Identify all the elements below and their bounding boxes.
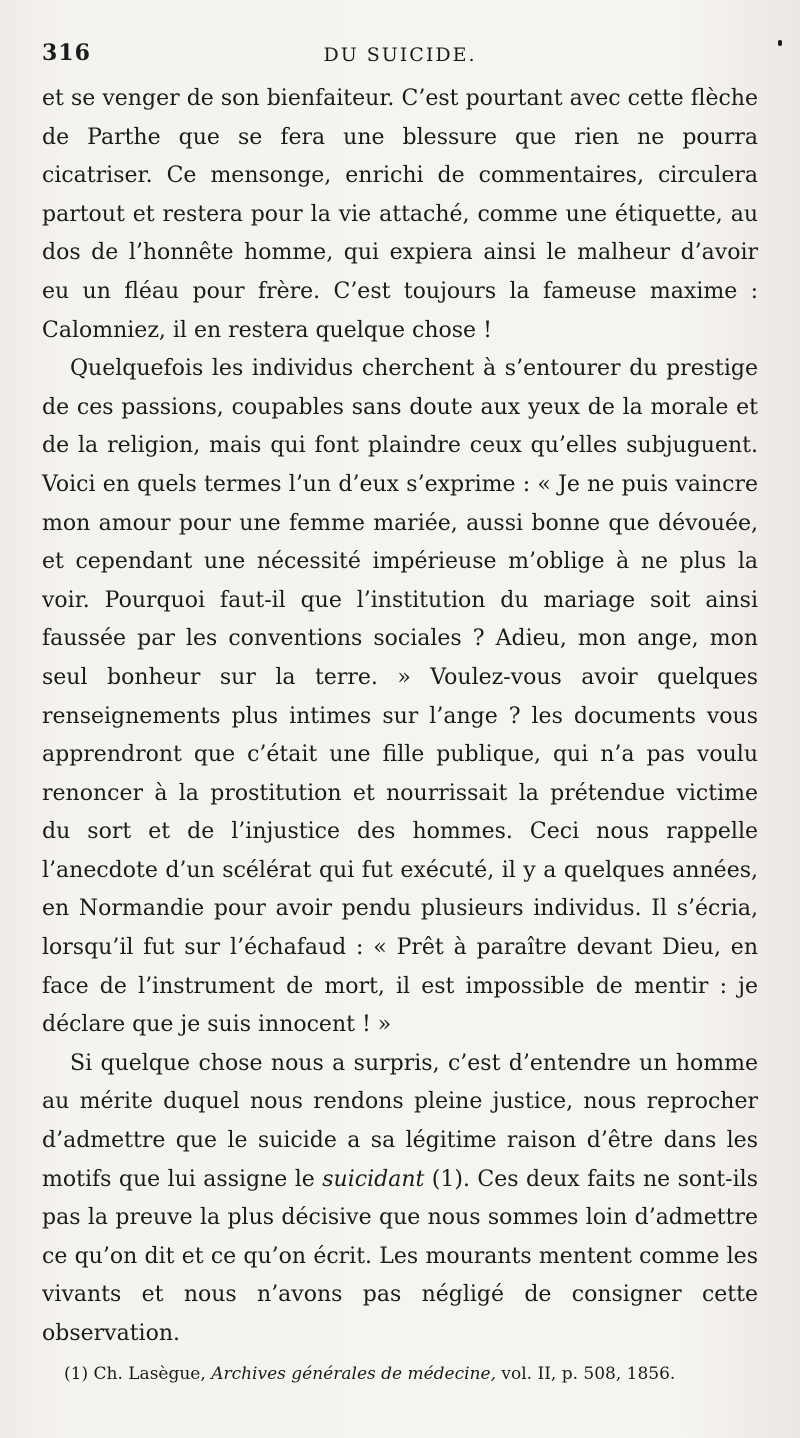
page-number: 316: [42, 40, 91, 66]
footnote: [64, 1362, 758, 1386]
paragraph-3-text-start: Si quelque chose nous a surpris, c’est d’entendre un homme au mérite duquel nous rendons pleine justice, nous reprocher d’admettre que le suicide a sa légitime raison d’être dans les motifs que lui assigne le: [42, 1050, 758, 1192]
paragraph-2: Quelquefois les individus cherchent à s’entourer du prestige de ces passions, coupables sans doute aux yeux de la morale et de la religion, mais qui font plaindre ceux qu’elles subjuguent. Voici en quels termes l’un d’eux s’exprime : « Je ne puis vaincre mon amour pour une femme mariée, aussi bonne que dévouée, et cependant une nécessité impérieuse m’oblige à ne plus la voir. Pourquoi faut-il que l’institution du mariage soit ainsi faussée par les conventions sociales ? Adieu, mon ange, mon seul bonheur sur la terre. » Voulez-vous avoir quelques renseignements plus intimes sur l’ange ? les documents vous apprendront que c’était une fille publique, qui n’a pas voulu renoncer à la prostitution et nourrissait la prétendue victime du sort et de l’injustice des hommes. Ceci nous rappelle l’anecdote d’un scélérat qui fut exécuté, il y a quelques années, en Normandie pour avoir pendu plusieurs individus. Il s’écria, lorsqu’il fut sur l’échafaud : « Prêt à paraître devant Dieu, en face de l’instrument de mort, il est impossible de mentir : je déclare que je suis innocent ! »: [42, 356, 758, 1038]
page-header: [42, 34, 758, 74]
footnote-author: Ch. Lasègue,: [93, 1364, 206, 1384]
body-text: [42, 80, 758, 1354]
footnote-marker: (1): [64, 1364, 89, 1384]
footnote-journal: Archives générales de médecine,: [211, 1364, 496, 1384]
footnote-details: vol. II, p. 508, 1856.: [501, 1364, 676, 1384]
paragraph-3: [42, 1045, 758, 1354]
paragraph-1: et se venger de son bienfaiteur. C’est pourtant avec cette flèche de Parthe que se fera une blessure que rien ne pourra cicatriser. Ce mensonge, enrichi de commentaires, circulera partout et restera pour la vie attaché, comme une étiquette, au dos de l’honnête homme, qui expiera ainsi le malheur d’avoir eu un fléau pour frère. C’est toujours la fameuse maxime : Calomniez, il en restera quelque chose !: [42, 86, 758, 343]
paragraph-3-italic-term: suicidant: [322, 1166, 425, 1192]
paragraph-3-text-end: (1). Ces deux faits ne sont-ils pas la preuve la plus décisive que nous sommes loin d’admettre ce qu’on dit et ce qu’on écrit. Les mourants mentent comme les vivants et nous n’avons pas négligé de consigner cette observation.: [42, 1166, 758, 1346]
ink-speck: [778, 40, 782, 46]
running-title: DU SUICIDE.: [323, 44, 477, 66]
